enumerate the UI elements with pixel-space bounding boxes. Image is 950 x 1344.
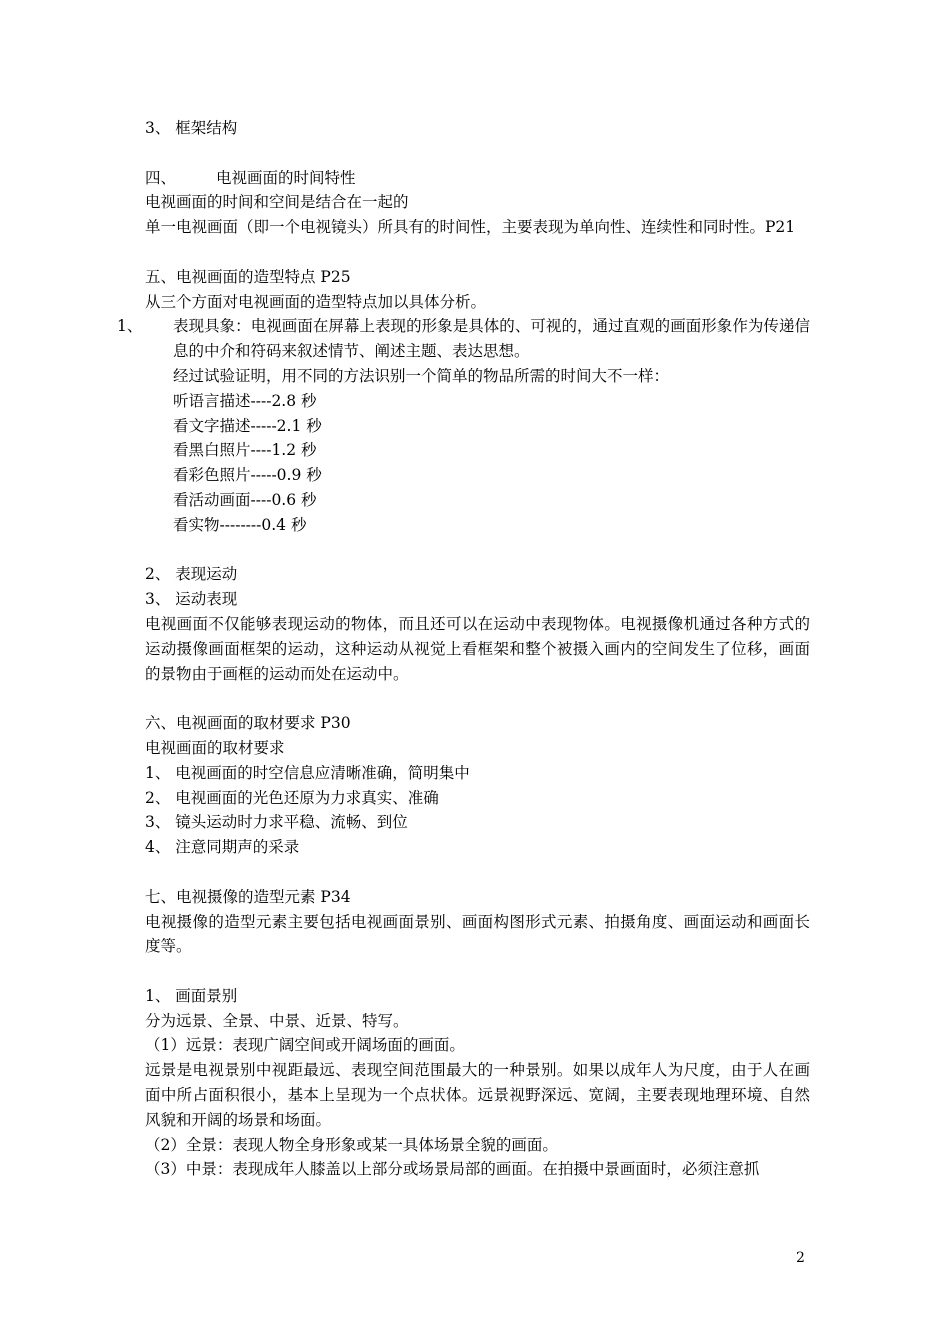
text-line: 听语言描述----2.8 秒 (173, 391, 317, 410)
list-item (117, 314, 810, 364)
paragraph: 电视摄像的造型元素主要包括电视画面景别、画面构图形式元素、拍摄角度、画面运动和画面长度等。 (145, 912, 810, 956)
blank-line (145, 686, 810, 711)
text-line: 看活动画面----0.6 秒 (173, 490, 317, 509)
text-line: 分为远景、全景、中景、近景、特写。 (145, 1011, 409, 1030)
section-number: 四、 (145, 168, 177, 187)
blank-line (145, 141, 810, 166)
text-line: 3、 框架结构 (145, 119, 238, 137)
list-item: 4、 注意同期声的采录 (145, 838, 300, 857)
list-item: 2、 电视画面的光色还原为力求真实、准确 (145, 788, 439, 807)
section-title: 电视画面的时间特性 (216, 168, 356, 187)
blank-line (145, 959, 810, 984)
paragraph: 电视画面不仅能够表现运动的物体，而且还可以在运动中表现物体。电视摄像机通过各种方式的运动摄像画面框架的运动，这种运动从视觉上看框架和整个被摄入画内的空间发生了位移，画面的景物由于画框的运动而处在运动中。 (145, 614, 810, 683)
text-line: 电视画面的时间和空间是结合在一起的 (145, 193, 409, 212)
text-line: 经过试验证明，用不同的方法识别一个简单的物品所需的时间大不一样： (173, 366, 670, 385)
blank-line (145, 860, 810, 885)
blank-line (145, 240, 810, 265)
text-line: （2）全景：表现人物全身形象或某一具体场景全貌的画面。 (145, 1135, 558, 1154)
section-heading: 七、电视摄像的造型元素 P34 (145, 887, 351, 906)
page-number: 2 (796, 1250, 805, 1266)
blank-line (145, 538, 810, 563)
list-item: 1、 画面景别 (145, 986, 238, 1005)
paragraph: 单一电视画面（即一个电视镜头）所具有的时间性，主要表现为单向性、连续性和同时性。P21 (145, 218, 796, 237)
paragraph: 远景是电视景别中视距最远、表现空间范围最大的一种景别。如果以成年人为尺度，由于人在画面中所占面积很小，基本上呈现为一个点状体。远景视野深远、宽阔，主要表现地理环境、自然风貌和开阔的场景和场面。 (145, 1061, 810, 1129)
text-line: 从三个方面对电视画面的造型特点加以具体分析。 (145, 292, 487, 311)
text-line: 看黑白照片----1.2 秒 (173, 441, 317, 460)
list-item: 1、 电视画面的时空信息应清晰准确，简明集中 (145, 763, 470, 782)
text-line: 看文字描述-----2.1 秒 (173, 416, 322, 435)
section-heading: 六、电视画面的取材要求 P30 (145, 714, 351, 733)
list-text: 表现具象：电视画面在屏幕上表现的形象是具体的、可视的，通过直观的画面形象作为传递信息的中介和符码来叙述情节、阐述主题、表达思想。 (173, 317, 810, 361)
text-line: （3）中景：表现成年人膝盖以上部分或场景局部的画面。在拍摄中景画面时，必须注意抓 (145, 1160, 760, 1179)
text-line: 看实物--------0.4 秒 (173, 515, 307, 534)
text-line: 电视画面的取材要求 (145, 738, 285, 757)
list-item: 2、 表现运动 (145, 565, 238, 584)
section-heading: 五、电视画面的造型特点 P25 (145, 267, 351, 286)
list-number: 1、 (117, 317, 143, 336)
page-content (117, 116, 810, 1182)
list-item: 3、 镜头运动时力求平稳、流畅、到位 (145, 813, 408, 832)
text-line: （1）远景：表现广阔空间或开阔场面的画面。 (145, 1036, 465, 1055)
list-item: 3、 运动表现 (145, 590, 238, 609)
text-line: 看彩色照片-----0.9 秒 (173, 466, 322, 485)
section-heading (145, 166, 810, 191)
